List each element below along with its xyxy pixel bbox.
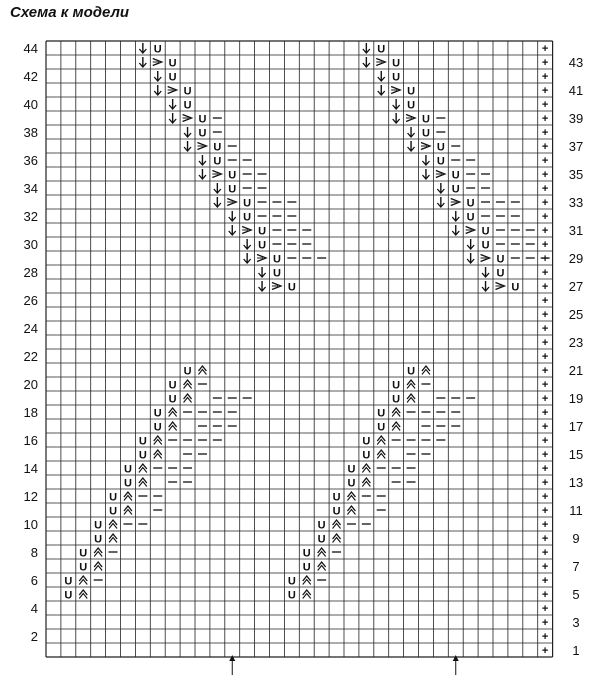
row-label-left: 4 (30, 601, 38, 616)
yarn-over-symbol: U (138, 449, 147, 462)
edge-stitch-symbol: + (541, 617, 549, 629)
edge-stitch-symbol: + (541, 463, 549, 475)
row-label-right: 39 (568, 111, 584, 126)
edge-stitch-symbol: + (541, 57, 549, 69)
row-label-right: 29 (568, 251, 584, 266)
edge-stitch-symbol: + (541, 85, 549, 97)
row-label-right: 35 (568, 167, 584, 182)
yarn-over-symbol: U (362, 449, 371, 462)
yarn-over-symbol: U (347, 463, 356, 476)
edge-stitch-symbol: + (541, 491, 549, 503)
center-arrow-marker-head (229, 655, 235, 661)
row-label-right: 21 (568, 363, 584, 378)
yarn-over-symbol: U (198, 127, 207, 140)
edge-stitch-symbol: + (541, 337, 549, 349)
yarn-over-symbol: U (258, 225, 267, 238)
edge-stitch-symbol: + (541, 645, 549, 657)
edge-stitch-symbol: + (541, 631, 549, 643)
row-label-right: 43 (568, 55, 584, 70)
row-label-right: 31 (568, 223, 584, 238)
yarn-over-symbol: U (138, 435, 147, 448)
center-arrow-marker-head (453, 655, 459, 661)
edge-stitch-symbol: + (541, 197, 549, 209)
edge-stitch-symbol: + (541, 239, 549, 251)
edge-stitch-symbol: + (541, 127, 549, 139)
yarn-over-symbol: U (392, 57, 401, 70)
row-label-left: 22 (23, 349, 38, 364)
row-label-right: 5 (572, 587, 580, 602)
yarn-over-symbol: U (436, 155, 445, 168)
yarn-over-symbol: U (168, 71, 177, 84)
yarn-over-symbol: U (287, 281, 296, 294)
yarn-over-symbol: U (466, 197, 475, 210)
row-label-right: 37 (568, 139, 584, 154)
yarn-over-symbol: U (183, 365, 192, 378)
yarn-over-symbol: U (317, 519, 326, 532)
yarn-over-symbol: U (332, 491, 341, 504)
row-label-left: 8 (30, 545, 38, 560)
edge-stitch-symbol: + (541, 477, 549, 489)
yarn-over-symbol: U (213, 141, 222, 154)
yarn-over-symbol: U (362, 435, 371, 448)
yarn-over-symbol: U (377, 43, 386, 56)
yarn-over-symbol: U (183, 99, 192, 112)
edge-stitch-symbol: + (541, 99, 549, 111)
row-label-right: 19 (568, 391, 584, 406)
yarn-over-symbol: U (317, 533, 326, 546)
edge-stitch-symbol: + (541, 295, 549, 307)
yarn-over-symbol: U (243, 211, 252, 224)
yarn-over-symbol: U (243, 197, 252, 210)
row-label-right: 23 (568, 335, 584, 350)
row-label-left: 32 (23, 209, 38, 224)
yarn-over-symbol: U (392, 379, 401, 392)
yarn-over-symbol: U (258, 239, 267, 252)
row-label-left: 34 (23, 181, 38, 196)
edge-stitch-symbol: + (541, 211, 549, 223)
edge-stitch-symbol: + (541, 267, 549, 279)
row-label-right: 17 (568, 419, 584, 434)
yarn-over-symbol: U (109, 491, 118, 504)
yarn-over-symbol: U (481, 239, 490, 252)
row-label-right: 33 (568, 195, 584, 210)
row-label-right: 3 (572, 615, 580, 630)
row-label-left: 28 (23, 265, 38, 280)
row-label-left: 2 (30, 629, 38, 644)
edge-stitch-symbol: + (541, 435, 549, 447)
row-label-right: 41 (568, 83, 584, 98)
row-label-right: 27 (568, 279, 584, 294)
yarn-over-symbol: U (198, 113, 207, 126)
row-label-left: 20 (23, 377, 38, 392)
row-label-left: 42 (23, 69, 38, 84)
edge-stitch-symbol: + (541, 379, 549, 391)
edge-stitch-symbol: + (541, 71, 549, 83)
yarn-over-symbol: U (64, 589, 73, 602)
row-label-right: 11 (569, 503, 583, 518)
edge-stitch-symbol: + (541, 155, 549, 167)
yarn-over-symbol: U (79, 561, 88, 574)
row-label-right: 15 (568, 447, 584, 462)
edge-stitch-symbol: + (541, 449, 549, 461)
yarn-over-symbol: U (302, 547, 311, 560)
yarn-over-symbol: U (94, 533, 103, 546)
edge-stitch-symbol: + (541, 253, 549, 265)
row-label-right: 13 (568, 475, 584, 490)
row-label-left: 40 (23, 97, 38, 112)
yarn-over-symbol: U (302, 561, 311, 574)
row-label-left: 14 (23, 461, 38, 476)
edge-stitch-symbol: + (541, 309, 549, 321)
row-label-right: 9 (572, 531, 580, 546)
row-label-left: 38 (23, 125, 38, 140)
yarn-over-symbol: U (272, 253, 281, 266)
yarn-over-symbol: U (481, 225, 490, 238)
yarn-over-symbol: U (79, 547, 88, 560)
row-label-left: 10 (23, 517, 38, 532)
yarn-over-symbol: U (436, 141, 445, 154)
yarn-over-symbol: U (377, 421, 386, 434)
row-label-left: 26 (23, 293, 38, 308)
edge-stitch-symbol: + (541, 225, 549, 237)
yarn-over-symbol: U (123, 463, 132, 476)
row-label-left: 44 (23, 41, 38, 56)
yarn-over-symbol: U (421, 113, 430, 126)
row-label-left: 18 (23, 405, 38, 420)
row-label-left: 16 (23, 433, 38, 448)
edge-stitch-symbol: + (541, 533, 549, 545)
row-label-right: 1 (572, 643, 580, 658)
edge-stitch-symbol: + (541, 505, 549, 517)
yarn-over-symbol: U (407, 99, 416, 112)
yarn-over-symbol: U (272, 267, 281, 280)
yarn-over-symbol: U (153, 421, 162, 434)
row-label-left: 36 (23, 153, 38, 168)
yarn-over-symbol: U (228, 183, 237, 196)
yarn-over-symbol: U (496, 267, 505, 280)
yarn-over-symbol: U (392, 393, 401, 406)
yarn-over-symbol: U (407, 85, 416, 98)
yarn-over-symbol: U (168, 379, 177, 392)
edge-stitch-symbol: + (541, 547, 549, 559)
yarn-over-symbol: U (377, 407, 386, 420)
edge-stitch-symbol: + (541, 589, 549, 601)
row-label-left: 24 (23, 321, 38, 336)
yarn-over-symbol: U (421, 127, 430, 140)
yarn-over-symbol: U (466, 211, 475, 224)
edge-stitch-symbol: + (541, 603, 549, 615)
edge-stitch-symbol: + (541, 561, 549, 573)
yarn-over-symbol: U (183, 85, 192, 98)
chart-title: Схема к модели (10, 4, 130, 21)
row-label-left: 6 (30, 573, 38, 588)
yarn-over-symbol: U (168, 393, 177, 406)
yarn-over-symbol: U (153, 407, 162, 420)
yarn-over-symbol: U (496, 253, 505, 266)
row-label-right: 7 (572, 559, 580, 574)
edge-stitch-symbol: + (541, 113, 549, 125)
yarn-over-symbol: U (287, 575, 296, 588)
yarn-over-symbol: U (168, 57, 177, 70)
yarn-over-symbol: U (94, 519, 103, 532)
yarn-over-symbol: U (451, 183, 460, 196)
edge-stitch-symbol: + (541, 281, 549, 293)
row-label-left: 30 (23, 237, 38, 252)
row-label-left: 12 (23, 489, 38, 504)
yarn-over-symbol: U (64, 575, 73, 588)
row-label-right: 25 (568, 307, 584, 322)
yarn-over-symbol: U (228, 169, 237, 182)
yarn-over-symbol: U (451, 169, 460, 182)
yarn-over-symbol: U (392, 71, 401, 84)
yarn-over-symbol: U (347, 477, 356, 490)
edge-stitch-symbol: + (541, 43, 549, 55)
edge-stitch-symbol: + (541, 575, 549, 587)
edge-stitch-symbol: + (541, 407, 549, 419)
edge-stitch-symbol: + (541, 141, 549, 153)
yarn-over-symbol: U (213, 155, 222, 168)
yarn-over-symbol: U (407, 365, 416, 378)
yarn-over-symbol: U (109, 505, 118, 518)
edge-stitch-symbol: + (541, 365, 549, 377)
edge-stitch-symbol: + (541, 421, 549, 433)
edge-stitch-symbol: + (541, 351, 549, 363)
edge-stitch-symbol: + (541, 169, 549, 181)
edge-stitch-symbol: + (541, 183, 549, 195)
edge-stitch-symbol: + (541, 393, 549, 405)
edge-stitch-symbol: + (541, 519, 549, 531)
yarn-over-symbol: U (287, 589, 296, 602)
yarn-over-symbol: U (123, 477, 132, 490)
yarn-over-symbol: U (511, 281, 520, 294)
edge-stitch-symbol: + (541, 323, 549, 335)
yarn-over-symbol: U (332, 505, 341, 518)
yarn-over-symbol: U (153, 43, 162, 56)
